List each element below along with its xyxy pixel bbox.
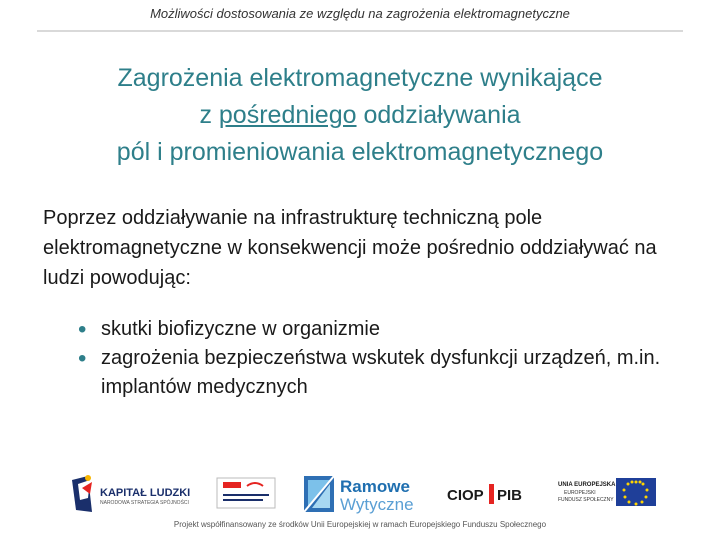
ramowe-line-2: Wytyczne (340, 495, 414, 514)
title-line-2 (20, 97, 700, 134)
list-item (78, 344, 678, 402)
kapital-ludzki-name: KAPITAŁ LUDZKI (100, 487, 191, 499)
title-underlined-word: pośredniego (218, 101, 357, 129)
ciop-text: CIOP (447, 487, 484, 504)
pib-text: PIB (497, 487, 523, 504)
logo-bar (60, 470, 660, 518)
title-line-1: Zagrożenia elektromagnetyczne wynikające (117, 64, 603, 92)
eu-line-3: FUNDUSZ SPOŁECZNY (558, 497, 614, 503)
title-line-2-post: oddziaływania (356, 101, 521, 129)
bullet-text: skutki biofizyczne w organizmie (101, 318, 380, 340)
header-band (37, 0, 683, 32)
ramowe-line-1: Ramowe (340, 477, 410, 496)
eu-line-1: UNIA EUROPEJSKA (558, 482, 616, 488)
intro-paragraph: Poprzez oddziaływanie na infrastrukturę techniczną pole elektromagnetyczne w konsekwencji może pośrednio oddziaływać na ludzi powodując: (43, 207, 657, 289)
title-line-3: pól i promieniowania elektromagnetycznego (116, 138, 604, 166)
ministry-badge-icon (215, 470, 277, 518)
kapital-ludzki-sub: NARODOWA STRATEGIA SPÓJNOŚCI (100, 500, 189, 506)
bullet-list (78, 315, 678, 402)
header-text: Możliwości dostosowania ze względu na zagrożenia elektromagnetyczne (150, 6, 570, 21)
kapital-ludzki-logo (68, 470, 198, 518)
list-item (78, 315, 678, 344)
eu-logo (556, 470, 660, 518)
footer-note: Projekt współfinansowany ze środków Unii Europejskiej w ramach Europejskiego Funduszu Społecznego (173, 520, 547, 529)
bullet-icon: • (78, 345, 87, 372)
eu-line-2: EUROPEJSKI (564, 490, 596, 496)
ciop-pib-logo (445, 470, 537, 518)
title-line-2-pre: z (199, 101, 219, 129)
ramowe-wytyczne-logo (300, 470, 430, 518)
bullet-text: zagrożenia bezpieczeństwa wskutek dysfunkcji urządzeń, m.in. implantów medycznych (101, 347, 661, 398)
slide-title (20, 60, 700, 171)
bullet-icon: • (78, 316, 87, 343)
